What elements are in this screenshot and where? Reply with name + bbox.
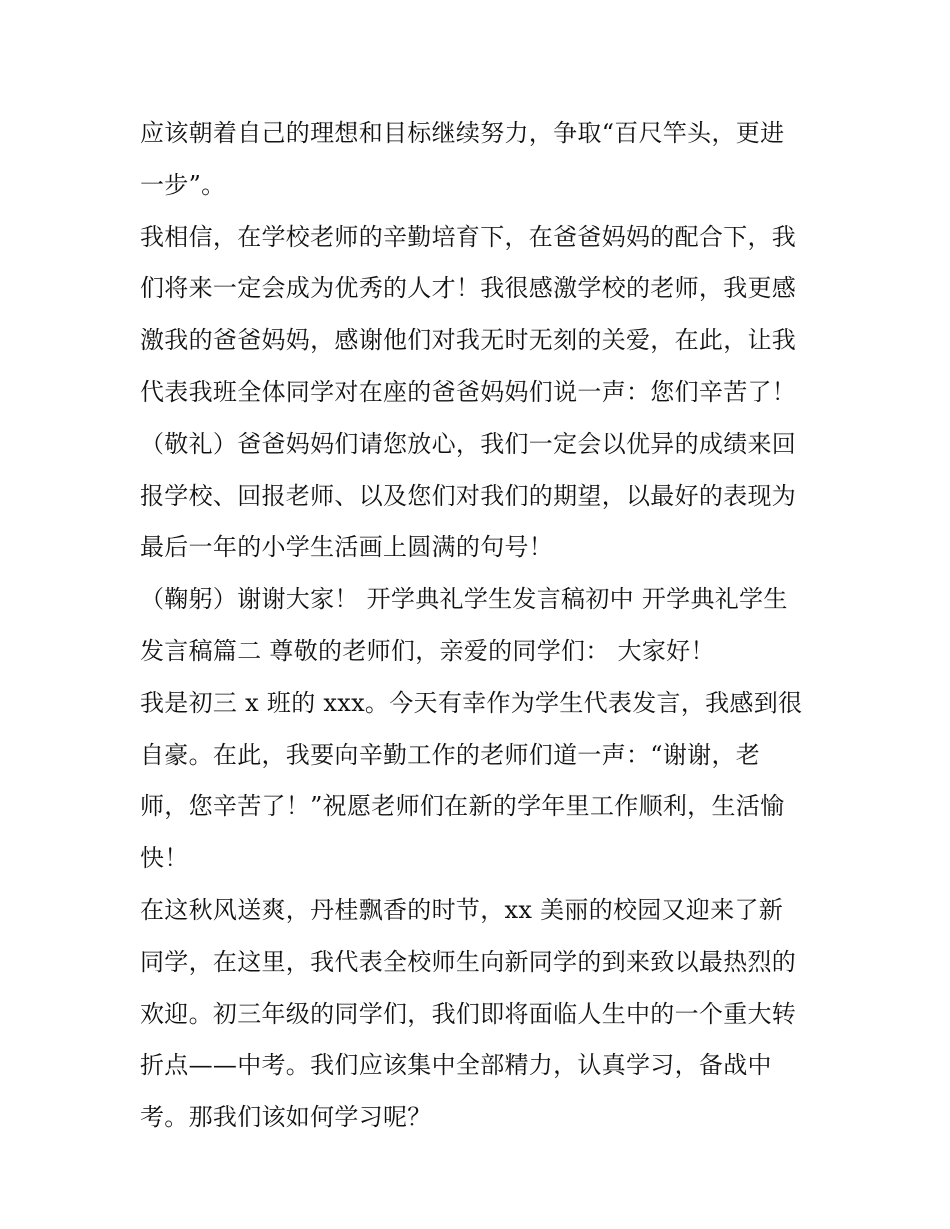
text-line: 最后一年的小学生活画上圆满的句号！ [140,533,554,562]
text-line: 同学，在这里，我代表全校师生向新同学的到来致以最热烈的 [140,947,797,976]
text-line: 考。那我们该如何学习呢？ [140,1103,432,1132]
text-line: 发言稿篇二 尊敬的老师们，亲爱的同学们： 大家好！ [140,636,715,665]
text-line: 我是初三 x 班的 xxx。今天有幸作为学生代表发言，我感到很 [140,688,803,717]
text-line: 自豪。在此，我要向辛勤工作的老师们道一声：“谢谢，老 [140,740,761,769]
text-line: 折点——中考。我们应该集中全部精力，认真学习，备战中 [140,1051,772,1080]
text-line: 师，您辛苦了！”祝愿老师们在新的学年里工作顺利，生活愉 [140,792,785,821]
text-line: 在这秋风送爽，丹桂飘香的时节，xx 美丽的校园又迎来了新 [140,895,784,924]
text-line: 我相信，在学校老师的辛勤培育下，在爸爸妈妈的配合下，我 [140,222,797,251]
text-line: 应该朝着自己的理想和目标继续努力，争取“百尺竿头，更进 [140,119,785,147]
text-line: 报学校、回报老师、以及您们对我们的期望，以最好的表现为 [140,481,797,510]
text-line: 欢迎。初三年级的同学们，我们即将面临人生中的一个重大转 [140,999,797,1028]
text-line: 激我的爸爸妈妈，感谢他们对我无时无刻的关爱，在此，让我 [140,326,797,355]
text-line: （敬礼）爸爸妈妈们请您放心，我们一定会以优异的成绩来回 [140,429,797,458]
text-line: 们将来一定会成为优秀的人才！我很感激学校的老师，我更感 [140,274,797,303]
body-text [140,108,820,1144]
text-line: 快！ [140,844,189,873]
text-line: （鞠躬）谢谢大家！ 开学典礼学生发言稿初中 开学典礼学生 [140,585,788,614]
text-line: 代表我班全体同学对在座的爸爸妈妈们说一声：您们辛苦了！ [140,377,797,406]
text-line: 一步”。 [140,170,226,199]
